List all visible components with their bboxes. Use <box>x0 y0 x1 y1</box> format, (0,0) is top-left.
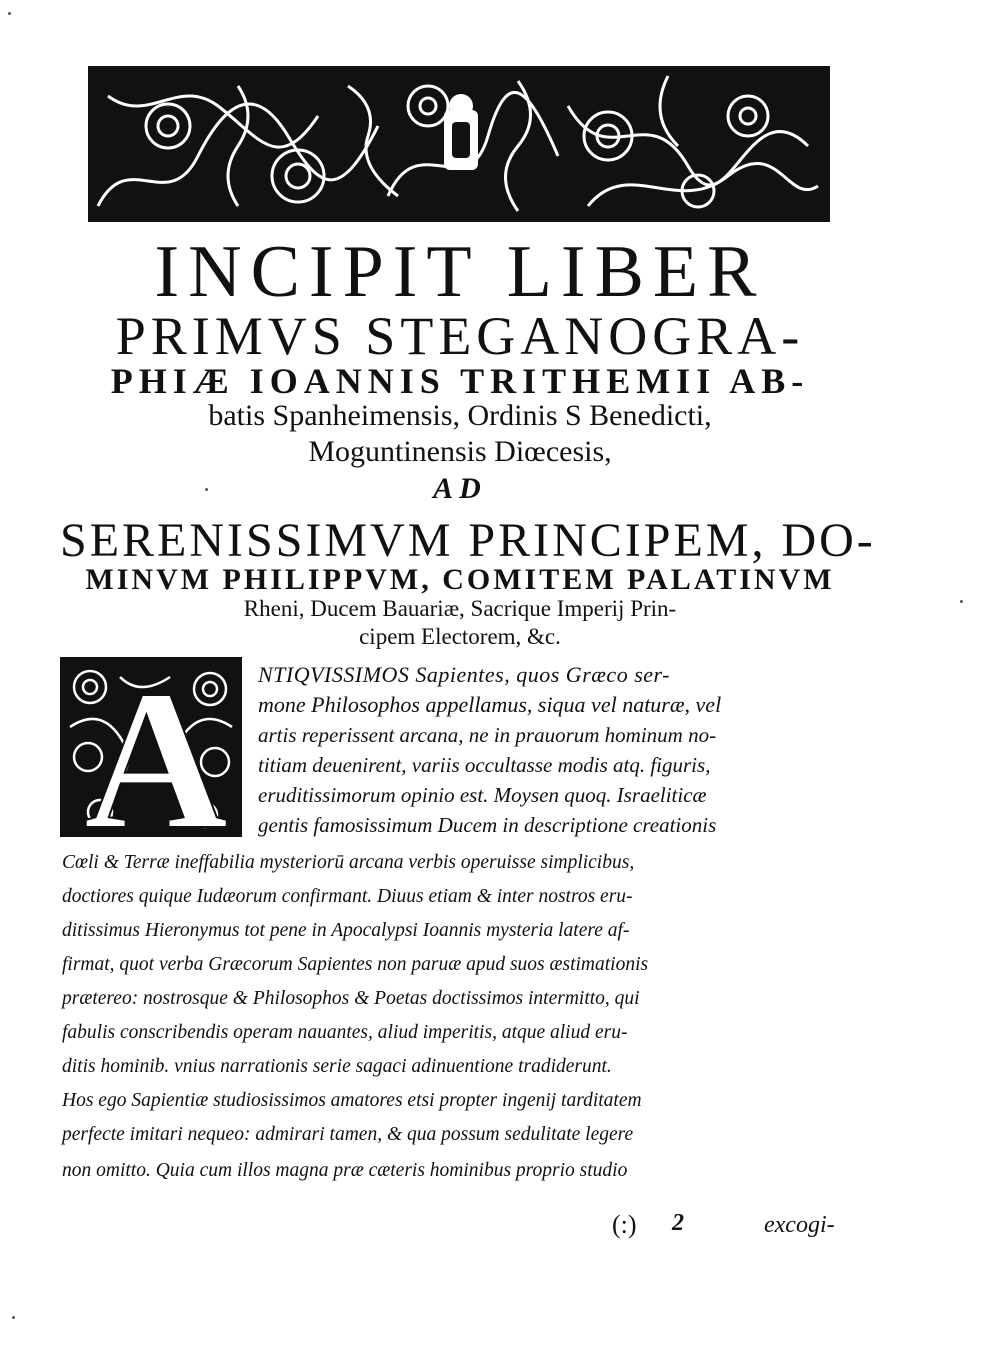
dedication-line-3: Rheni, Ducem Bauariæ, Sacrique Imperij Prin- <box>243 596 677 621</box>
title-line-4: batis Spanheimensis, Ordinis S Benedicti, <box>208 399 712 432</box>
body-line: fabulis conscribendis operam nauantes, aliud imperitis, atque aliud eru- <box>62 1022 628 1043</box>
ad-heading: AD <box>433 472 487 505</box>
title-line-2: PRIMVS STEGANOGRA- <box>115 306 805 366</box>
signature-mark: (:) <box>612 1210 637 1239</box>
scan-speck <box>12 1316 15 1319</box>
body-line: doctiores quique Iudæorum confirmant. Diuus etiam & inter nostros eru- <box>62 886 633 907</box>
body-line: firmat, quot verba Græcorum Sapientes non paruæ apud suos æstimationis <box>62 954 649 975</box>
body-line: ditis hominib. vnius narrationis serie sagaci adinuentione tradiderunt. <box>62 1056 612 1077</box>
body-line: Hos ego Sapientiæ studiosissimos amatores etsi propter ingenij tarditatem <box>62 1090 642 1111</box>
title-line-3: PHIÆ IOANNIS TRITHEMII AB- <box>110 361 810 401</box>
title-line-1: INCIPIT LIBER <box>154 231 766 313</box>
scan-speck <box>960 600 963 603</box>
body-line: mone Philosophos appellamus, siqua vel naturæ, vel <box>258 692 722 717</box>
body-line: Cœli & Terræ ineffabilia mysteriorū arcana verbis operuisse simplicibus, <box>62 852 635 873</box>
scan-speck <box>8 12 11 15</box>
body-line: artis reperissent arcana, ne in prauorum hominum no- <box>258 723 717 747</box>
scan-speck <box>205 488 208 491</box>
title-line-5: Moguntinensis Diœcesis, <box>308 435 612 468</box>
signature-number: 2 <box>672 1210 684 1236</box>
body-line: ditissimus Hieronymus tot pene in Apocalypsi Ioannis mysteria latere af- <box>62 920 630 941</box>
body-line: perfecte imitari nequeo: admirari tamen, & qua possum sedulitate legere <box>62 1124 634 1145</box>
body-line: titiam deuenirent, variis occultasse modis atq. figuris, <box>258 753 711 777</box>
dedication-line-4: cipem Electorem, &c. <box>359 624 561 649</box>
dedication-line-2: MINVM PHILIPPVM, COMITEM PALATINVM <box>85 563 835 596</box>
body-line: prætereo: nostrosque & Philosophos & Poetas doctissimos intermitto, qui <box>62 988 640 1009</box>
body-line: non omitto. Quia cum illos magna præ cæteris hominibus proprio studio <box>62 1160 628 1181</box>
dedication-line-1: SERENISSIMVM PRINCIPEM, DO- <box>60 514 876 567</box>
body-line: eruditissimorum opinio est. Moysen quoq. Israeliticæ <box>258 783 707 807</box>
body-line: NTIQVISSIMOS Sapientes, quos Græco ser- <box>258 662 670 687</box>
body-line: gentis famosissimum Ducem in descriptione creationis <box>258 813 717 837</box>
catchword: excogi- <box>764 1212 835 1238</box>
initial-letter: A <box>83 657 229 837</box>
